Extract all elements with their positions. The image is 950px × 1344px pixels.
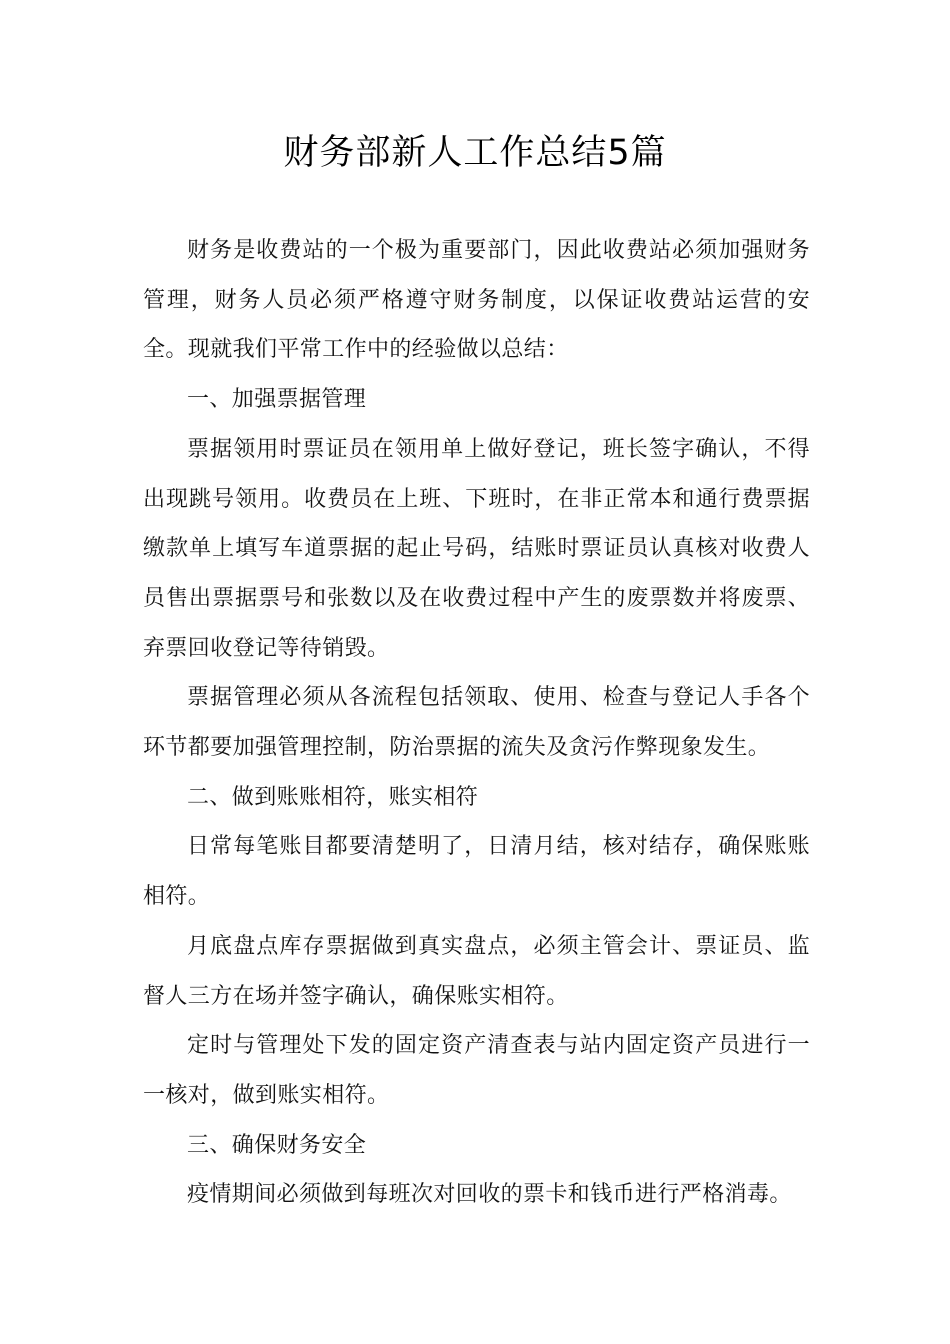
document-title: 财务部新人工作总结5篇 [283, 133, 667, 173]
section-heading-1: 一、加强票据管理 [187, 387, 367, 413]
paragraph-intro: 财务是收费站的一个极为重要部门，因此收费站必须加强财务管理，财务人员必须严格遵守财务制度，以保证收费站运营的安全。现就我们平常工作中的经验做以总结： [143, 238, 810, 363]
paragraph: 日常每笔账目都要清楚明了，日清月结，核对结存，确保账账相符。 [143, 834, 810, 910]
paragraph: 票据领用时票证员在领用单上做好登记，班长签字确认，不得出现跳号领用。收费员在上班、下班时，在非正常本和通行费票据缴款单上填写车道票据的起止号码，结账时票证员认真核对收费人员售出票据票号和张数以及在收费过程中产生的废票数并将废票、弃票回收登记等待销毁。 [143, 436, 810, 661]
document-body [143, 226, 810, 1220]
section-heading-2: 二、做到账账相符，账实相符 [187, 784, 479, 810]
paragraph: 疫情期间必须做到每班次对回收的票卡和钱币进行严格消毒。 [187, 1182, 792, 1208]
section-heading-3: 三、确保财务安全 [187, 1132, 367, 1158]
paragraph: 月底盘点库存票据做到真实盘点，必须主管会计、票证员、监督人三方在场并签字确认，确保账实相符。 [143, 933, 810, 1009]
paragraph: 定时与管理处下发的固定资产清查表与站内固定资产员进行一一核对，做到账实相符。 [143, 1033, 810, 1108]
paragraph: 票据管理必须从各流程包括领取、使用、检查与登记人手各个环节都要加强管理控制，防治票据的流失及贪污作弊现象发生。 [143, 685, 810, 761]
